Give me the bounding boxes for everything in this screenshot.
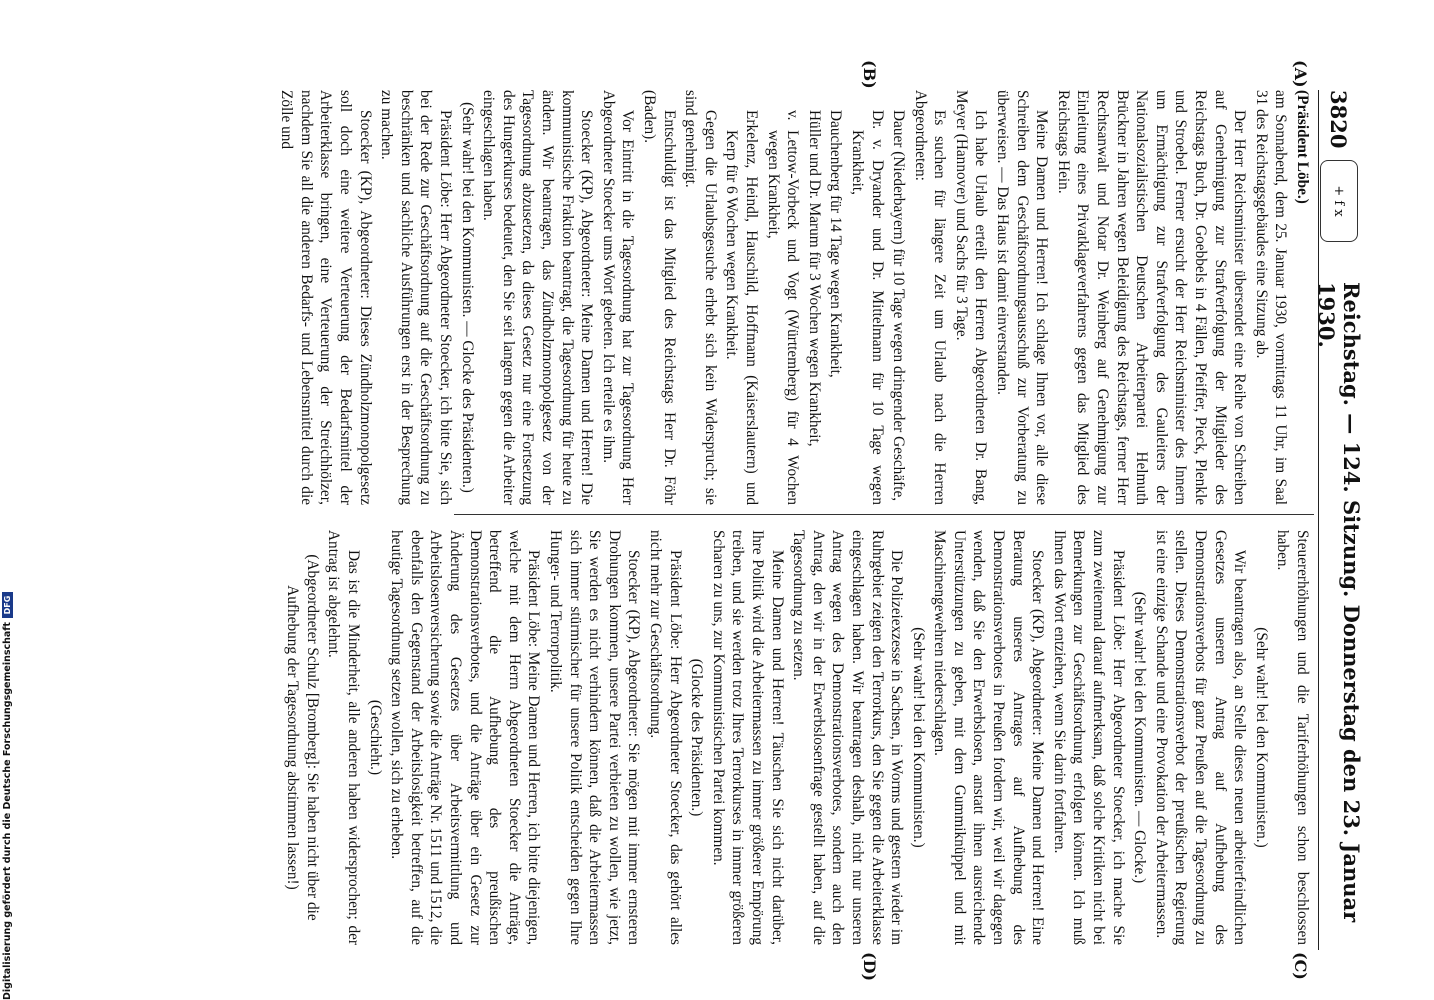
interjection: (Abgeordneter Schulz [Bromberg]: Sie haben nicht über die Aufhebung der Tagesordnung abstimmen lassen!) — [284, 554, 321, 921]
leave-list-item: Dr. v. Dryander und Dr. Mittelmann für 10 Tage wegen Krankheit, — [848, 110, 886, 505]
margin-mark-a: (A) — [1291, 60, 1310, 88]
column-divider — [454, 514, 1314, 515]
left-column — [275, 90, 1312, 505]
margin-mark-c: (C) — [1291, 952, 1310, 980]
paragraph: am Sonnabend, dem 25. Januar 1930, vormittags 11 Uhr, im Saal 31 des Reichstagsgebäudes eine Sitzung ab. — [1252, 90, 1290, 505]
speech-paragraph: Präsident Löbe: Herr Abgeordneter Stoecker, ich mache Sie zum zweitenmal darauf aufmerksam, daß solche Kritiken nicht bei Bemerkungen zur Geschäftsordnung erfolgen können. Ich muß Ihnen das Wort entziehen, wenn Sie darin fortfahren. — [1050, 530, 1127, 945]
funding-text: Digitalisierung gefördert durch die Deutsche Forschungsgemeinschaft — [1, 622, 13, 1000]
paragraph: Das ist die Minderheit, alle anderen haben widersprochen; der Antrag ist abgelehnt. — [325, 530, 363, 945]
paragraph: Ich habe Urlaub erteilt den Herren Abgeordneten Dr. Bang, Meyer (Hannover) und Sachs für 3 Tage. — [952, 90, 990, 505]
footer-strip — [0, 0, 14, 1000]
paragraph: Wir beantragen also, an Stelle dieses neuen arbeiterfeindlichen Gesetzes unseren Antrag auf Aufhebung des Demonstrationsverbots für ganz Preußen auf die Tagesordnung zu stellen. Dieses Demonstrationsverbot der preußischen Regierung ist eine einzige Schande und eine Provokation der Arbeitermassen. — [1152, 530, 1249, 945]
speech-paragraph: Stoecker (KP), Abgeordneter: Dieses Zündholzmonopolgesetz soll doch eine weitere Verteuerung der Bedarfsmittel der Arbeiterklasse bringen, eine Verteuerung der Streichhölzer, nachdem Sie all die anderen Bedarfs- und Lebensmittel durch die Zölle und — [278, 90, 374, 505]
leave-list-item: Hüller und Dr. Marum für 3 Wochen wegen Krankheit, — [805, 110, 823, 447]
speech-paragraph: Präsident Löbe: Herr Abgeordneter Stoecker, das gehört alles nicht mehr zur Geschäftsordnung. — [647, 530, 684, 945]
right-column — [281, 530, 1312, 945]
paragraph: Meine Damen und Herren! Täuschen Sie sich nicht darüber, Ihre Politik wird die Arbeitermassen zu immer größerer Empörung treiben, und sie werden trotz Ihres Terrorkurses in immer größeren Scharen zu uns, zur Kommunistischen Partei kommen. — [709, 530, 786, 945]
speech-paragraph: Stoecker (KP), Abgeordneter: Meine Damen und Herren! Die kommunistische Fraktion beantragt, die Tagesordnung für heute zu ändern. Wir beantragen, das Zündholzmonopolgesetz von der Tagesordnung abzusetzen, da dieses Gesetz nur eine Fortsetzung des Hungerkurses bedeutet, den Sie seit langem gegen die Arbeiter eingeschlagen haben. — [480, 90, 596, 505]
paragraph: Meine Damen und Herren! Ich schlage Ihnen vor, alle diese Schreiben dem Geschäftsordnungsausschuß zur Vorberatung zu überweisen. — Das Haus ist damit einverstanden. — [994, 90, 1051, 505]
paragraph: Der Herr Reichsminister übersendet eine Reihe von Schreiben auf Genehmigung zur Strafverfolgung der Mitglieder des Reichstags Buch, Dr. Goebbels in 4 Fällen, Pfeiffer, Pieck, Plenkle und Stroebel. Ferner ersucht der Herr Reichsminister des Innern um Ermächtigung zur Strafverfolgung des Gauleiters der Nationalsozialistischen Deutschen Arbeiterpartei Helmuth Brückner in Jahren wegen Beleidigung des Reichstags, ferner Herr Rechtsanwalt und Notar Dr. Weinberg auf Genehmigung zur Einleitung eines Privatklageverfahrens gegen das Mitglied des Reichstags Hein. — [1054, 90, 1249, 505]
interjection: (Sehr wahr! bei den Kommunisten. — Glocke des Präsidenten.) — [458, 102, 476, 493]
paragraph: Gegen die Urlaubsgesuche erhebt sich kein Widerspruch; sie sind genehmigt. — [682, 90, 719, 505]
paragraph: Entschuldigt ist das Mitglied des Reichstags Herr Dr. Föhr (Baden). — [641, 90, 678, 505]
funding-notice — [0, 0, 14, 1000]
dfg-logo-icon: DFG — [2, 592, 13, 618]
margin-mark-d: (D) — [860, 952, 879, 982]
interjection: (Sehr wahr! bei den Kommunisten. — Glocke.) — [1131, 591, 1149, 884]
interjection: (Sehr wahr! bei den Kommunisten.) — [1252, 627, 1270, 848]
paragraph: Die Polizeiexzesse in Sachsen, in Worms und gestern wieder im Ruhrgebiet zeigen den Terrorkurs, den Sie gegen die Arbeiterklasse eingeschlagen haben. Wir beantragen deshalb, nicht nur unseren Antrag wegen des Demonstrationsverbotes, sondern auch den Antrag, den wir in der Erwerbslosenfrage gestellt haben, auf die Tagesordnung zu setzen. — [790, 530, 906, 945]
interjection: (Glocke des Präsidenten.) — [688, 658, 706, 817]
library-stamp: + f x — [1320, 160, 1358, 242]
speech-paragraph: Präsident Löbe: Meine Damen und Herren, ich bitte diejenigen, welche mit dem Herrn Abgeordneten Stoecker die Anträge, betreffend die Aufhebung des preußischen Demonstrationsverbotes, und die Anträge über ein Gesetz zur Änderung des Gesetzes über Arbeitsvermittlung und Arbeitslosenversicherung sowie die Anträge Nr. 1511 und 1512, die ebenfalls den Gegenstand der Arbeitslosigkeit betreffen, auf die heutige Tagesordnung setzen wollen, sich zu erheben. — [388, 530, 543, 945]
leave-list-item: Erkelenz, Heindl, Hauschild, Hoffmann (Kaiserslautern) und Kerp für 6 Wochen wegen Krankheit. — [723, 110, 760, 505]
interjection: (Geschieht.) — [366, 699, 384, 776]
speech-paragraph: Präsident Löbe: Herr Abgeordneter Stoecker, ich bitte Sie, sich bei der Rede zur Geschäftsordnung auf die Geschäftsordnung zu beschränken und sachliche Ausführungen erst in der Besprechung zu machen. — [378, 90, 455, 505]
speech-paragraph: Stoecker (KP), Abgeordneter: Meine Damen und Herren! Eine Beratung unseres Antrages auf Aufhebung des Demonstrationsverbotes in Preußen fordern wir, weil wir dagegen wenden, daß Sie den Erwerbslosen, anstatt ihnen ausreichende Unterstützungen zu geben, mit dem Gummiknüppel und mit Maschinengewehren niederschlagen. — [931, 530, 1047, 945]
leave-list-item: Dauchenberg für 14 Tage wegen Krankheit, — [827, 110, 845, 378]
speech-paragraph: Stoecker (KP), Abgeordneter: Sie mögen mit immer ernsteren Drohungen kommen, unsere Partei verbieten zu wollen, wie jetzt, Sie werden es nicht verhindern können, daß die Arbeitermassen sich immer stürmischer für unsere Politik entscheiden gegen Ihre Hunger- und Terrorpolitik. — [547, 530, 643, 945]
page-title: Reichstag. — 124. Sitzung. Donnerstag den 23. Januar 1930. — [1314, 282, 1364, 923]
margin-mark-b: (B) — [860, 60, 879, 89]
page-number: 3820 — [1326, 90, 1352, 149]
page-header — [1314, 90, 1364, 950]
paragraph: Steuererhöhungen und die Tariferhöhungen schon beschlossen haben. — [1274, 530, 1311, 945]
speaker-heading: (Präsident Löbe.) — [1294, 90, 1311, 204]
paragraph: Vor Eintritt in die Tagesordnung hat zur Tagesordnung Herr Abgeordneter Stoecker ums Wort gebeten. Ich erteile es ihm. — [599, 90, 637, 505]
paragraph: Es suchen für längere Zeit um Urlaub nach die Herren Abgeordneten: — [911, 90, 949, 505]
leave-list-item: v. Lettow-Vorbeck und Vogt (Württemberg) für 4 Wochen wegen Krankheit, — [764, 110, 802, 505]
leave-list-item: Dauer (Niederbayern) für 10 Tage wegen dringender Geschäfte, — [890, 110, 908, 502]
interjection: (Sehr wahr! bei den Kommunisten.) — [909, 627, 927, 848]
